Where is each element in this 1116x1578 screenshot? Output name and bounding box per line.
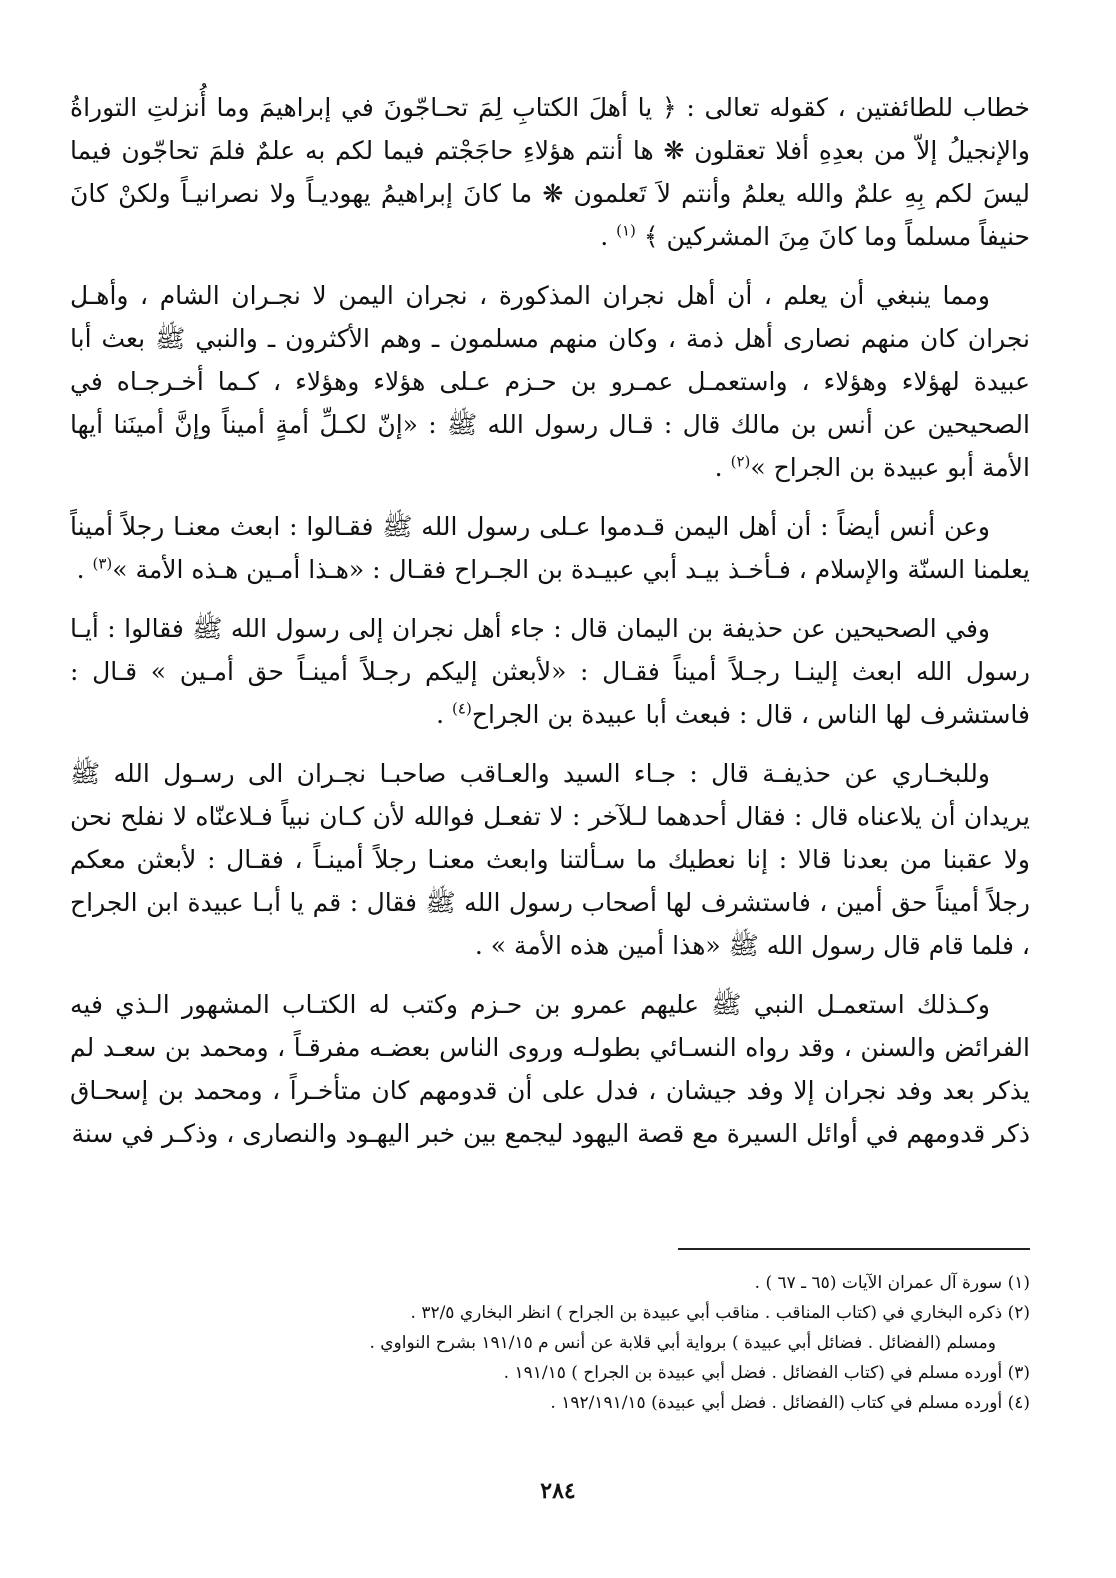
- paragraph-6: [70, 983, 1030, 1155]
- paragraph-end: .: [714, 453, 731, 482]
- footnotes: [90, 1268, 1030, 1418]
- footnote-ref: (٢): [730, 452, 751, 471]
- paragraph-2: [70, 274, 1030, 489]
- paragraph-3: [70, 505, 1030, 591]
- footnote-3: (٣) أورده مسلم في (كتاب الفضائل . فضل أبي عبيدة بن الجراح ) ١٩١/١٥ .: [503, 1363, 1030, 1383]
- footnote-2: (٢) ذكره البخاري في (كتاب المناقب . مناقب أبي عبيدة بن الجراح ) انظر البخاري ٣٢/٥ .: [410, 1303, 1030, 1323]
- paragraph-1: [70, 86, 1030, 258]
- footnote-1: (١) سورة آل عمران الآيات (٦٥ ـ ٦٧ ) .: [754, 1273, 1030, 1293]
- footnote-divider: [678, 1248, 1030, 1250]
- paragraph-text: خطاب للطائفتين ، كقوله تعالى : ﴿ يا أهلَ الكتابِ لِمَ تحـاجّونَ في إبراهيمَ وما أُنزلتِ التوراةُ والإنجيلُ إلاّ من بعدِهِ أفلا تعقلون ❋ ها أنتم هؤلاءِ حاجَجْتم فيما لكم به علمٌ فلمَ تحاجّون فيما ليسَ لكم بِهِ علمٌ والله يعلمُ وأنتم لاَ تَعلمون ❋ ما كانَ إبراهيمُ يهوديـاً ولا نصرانيـاً ولكنْ كانَ حنيفاً مسلماً وما كانَ مِنَ المشركين ﴾: [70, 93, 1030, 251]
- paragraph-text: وكـذلك استعمـل النبي ﷺ عليهم عمرو بن حـزم وكتب له الكتـاب المشهور الـذي فيه الفرائض والسنن ، وقد رواه النسـائي بطولـه وروى الناس بعضـه مفرقـاً ، ومحمد بن سعـد لم يذكر بعد وفد نجران إلا وفد جيشان ، فدل على أن قدومهم كان متأخـراً ، ومحمد بن إسحـاق ذكر قدومهم في أوائل السيرة مع قصة اليهود ليجمع بين خبر اليهـود والنصارى ، وذكـر في سنة: [70, 990, 1030, 1148]
- footnote-ref: (١): [616, 221, 636, 240]
- footnote-2-continuation: ومسلم (الفضائل . فضائل أبي عبيدة ) برواية أبي قلابة عن أنس م ١٩١/١٥ بشرح النواوي .: [369, 1333, 996, 1353]
- paragraph-end: .: [76, 555, 93, 584]
- paragraph-4: [70, 607, 1030, 736]
- paragraph-5: [70, 752, 1030, 967]
- main-text: [70, 86, 1030, 1171]
- paragraph-text: وفي الصحيحين عن حذيفة بن اليمان قال : جاء أهل نجران إلى رسول الله ﷺ فقالوا : أيـا رسول الله ابعث إلينـا رجـلاً أميناً فقـال : «لأبعثن إليكم رجـلاً أمينـاً حق أمـين » قـال : فاستشرف لها الناس ، قال : فبعث أبا عبيدة بن الجراح: [70, 614, 1030, 729]
- footnote-ref: (٣): [92, 554, 113, 573]
- paragraph-text: وعن أنس أيضاً : أن أهل اليمن قـدموا عـلى رسول الله ﷺ فقـالوا : ابعث معنـا رجلاً أميناً يعلمنا السنّة والإسلام ، فـأخـذ بيـد أبي عبيـدة بن الجـراح فقـال : «هـذا أمـين هـذه الأمة »: [70, 512, 1030, 584]
- page-number: ٢٨٤: [540, 1478, 576, 1504]
- paragraph-text: ومما ينبغي أن يعلم ، أن أهل نجران المذكورة ، نجران اليمن لا نجـران الشام ، وأهـل نجران كان منهم نصارى أهل ذمة ، وكان منهم مسلمون ـ وهم الأكثرون ـ والنبي ﷺ بعث أبا عبيدة لهؤلاء وهؤلاء ، واستعمـل عمـرو بن حـزم عـلى هؤلاء وهؤلاء ، كـما أخـرجـاه في الصحيحين عن أنس بن مالك قال : قـال رسول الله ﷺ : «إنّ لكـلِّ أمةٍ أميناً وإنَّ أمينَنا أيها الأمة أبو عبيدة بن الجراح »: [70, 281, 1030, 482]
- footnote-4: (٤) أورده مسلم في كتاب (الفضائل . فضل أبي عبيدة) ١٩٢/١٩١/١٥ .: [550, 1393, 1030, 1413]
- paragraph-end: .: [436, 700, 453, 729]
- paragraph-text: وللبخـاري عن حذيفـة قال : جـاء السيد والعـاقب صاحبـا نجـران الى رسـول الله ﷺ يريدان أن يلاعناه قال : فقال أحدهما لـلآخر : لا تفعـل فوالله لأن كـان نبياً فـلاعنّاه لا نفلح نحن ولا عقبنا من بعدنا قالا : إنا نعطيك ما سـألتنا وابعث معنـا رجلاً أمينـاً ، فقـال : لأبعثن معكم رجلاً أميناً حق أمين ، فاستشرف لها أصحاب رسول الله ﷺ فقال : قم يا أبـا عبيدة ابن الجراح ، فلما قام قال رسول الله ﷺ «هذا أمين هذه الأمة » .: [70, 759, 1030, 960]
- footnote-ref: (٤): [452, 699, 472, 718]
- paragraph-end: .: [600, 222, 617, 251]
